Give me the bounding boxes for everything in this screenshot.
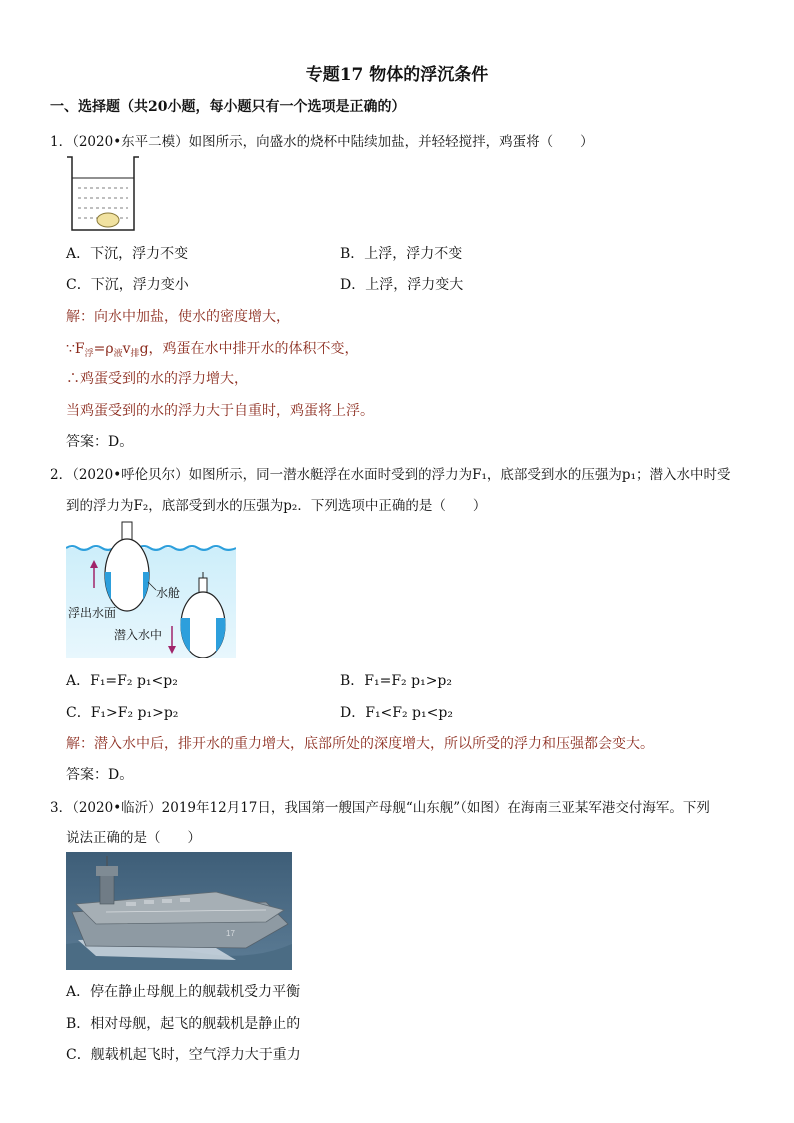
q3-option-a[interactable]: A．停在静止母舰上的舰载机受力平衡 <box>66 984 301 1000</box>
q1-solution-line4: 当鸡蛋受到的水的浮力大于自重时，鸡蛋将上浮。 <box>66 403 374 419</box>
svg-text:17: 17 <box>226 929 235 938</box>
beaker-figure <box>66 156 140 232</box>
q1-stem: 1．（2020•东平二模）如图所示，向盛水的烧杯中陆续加盐，并轻轻搅拌，鸡蛋将（ ） <box>50 134 594 150</box>
q1-option-a[interactable]: A．下沉，浮力不变 <box>66 246 189 262</box>
submarine-figure <box>66 520 236 658</box>
q2-option-a[interactable]: A．F₁=F₂ p₁<p₂ <box>66 673 178 689</box>
q2-option-c[interactable]: C．F₁>F₂ p₁>p₂ <box>66 705 179 721</box>
q1-option-b[interactable]: B．上浮，浮力不变 <box>340 246 463 262</box>
q1-solution-line1: 解：向水中加盐，使水的密度增大， <box>66 309 290 325</box>
q3-stem-line1: 3．（2020•临沂）2019年12月17日，我国第一艘国产母舰“山东舰”（如图）在海南三亚某军港交付海军。下列 <box>50 800 710 816</box>
page-title: 专题17 物体的浮沉条件 <box>305 65 489 85</box>
q3-stem-line2: 说法正确的是（ ） <box>66 830 201 846</box>
q3-option-c[interactable]: C．舰载机起飞时，空气浮力大于重力 <box>66 1047 301 1063</box>
q1-solution-line2: $\because F_浮=\rho_液v_排g$，鸡蛋在水中排开水的体积不变， <box>66 341 359 359</box>
q2-solution: 解：潜入水中后，排开水的重力增大，底部所处的深度增大，所以所受的浮力和压强都会变大。 <box>66 736 654 752</box>
q1-option-d[interactable]: D．上浮，浮力变大 <box>340 277 464 293</box>
q1-answer: 答案：D。 <box>66 434 134 450</box>
section-heading: 一、选择题（共20小题，每小题只有一个选项是正确的） <box>50 99 406 115</box>
q2-option-b[interactable]: B．F₁=F₂ p₁>p₂ <box>340 673 452 689</box>
q1-solution-line3: ∴鸡蛋受到的水的浮力增大， <box>66 371 248 387</box>
q2-option-d[interactable]: D．F₁<F₂ p₁<p₂ <box>340 705 453 721</box>
q3-option-b[interactable]: B．相对母舰，起飞的舰载机是静止的 <box>66 1016 301 1032</box>
label-dive: 潜入水中 <box>114 628 163 642</box>
q2-stem-line2: 到的浮力为F₂，底部受到水的压强为p₂．下列选项中正确的是（ ） <box>66 498 487 514</box>
q2-answer: 答案：D。 <box>66 767 134 783</box>
label-float-up: 浮出水面 <box>68 606 117 620</box>
aircraft-carrier-photo <box>66 852 292 970</box>
label-water-tank: 水舱 <box>156 586 181 600</box>
q1-option-c[interactable]: C．下沉，浮力变小 <box>66 277 189 293</box>
q2-stem-line1: 2．（2020•呼伦贝尔）如图所示，同一潜水艇浮在水面时受到的浮力为F₁，底部受到水的压强为p₁；潜入水中时受 <box>50 467 731 483</box>
